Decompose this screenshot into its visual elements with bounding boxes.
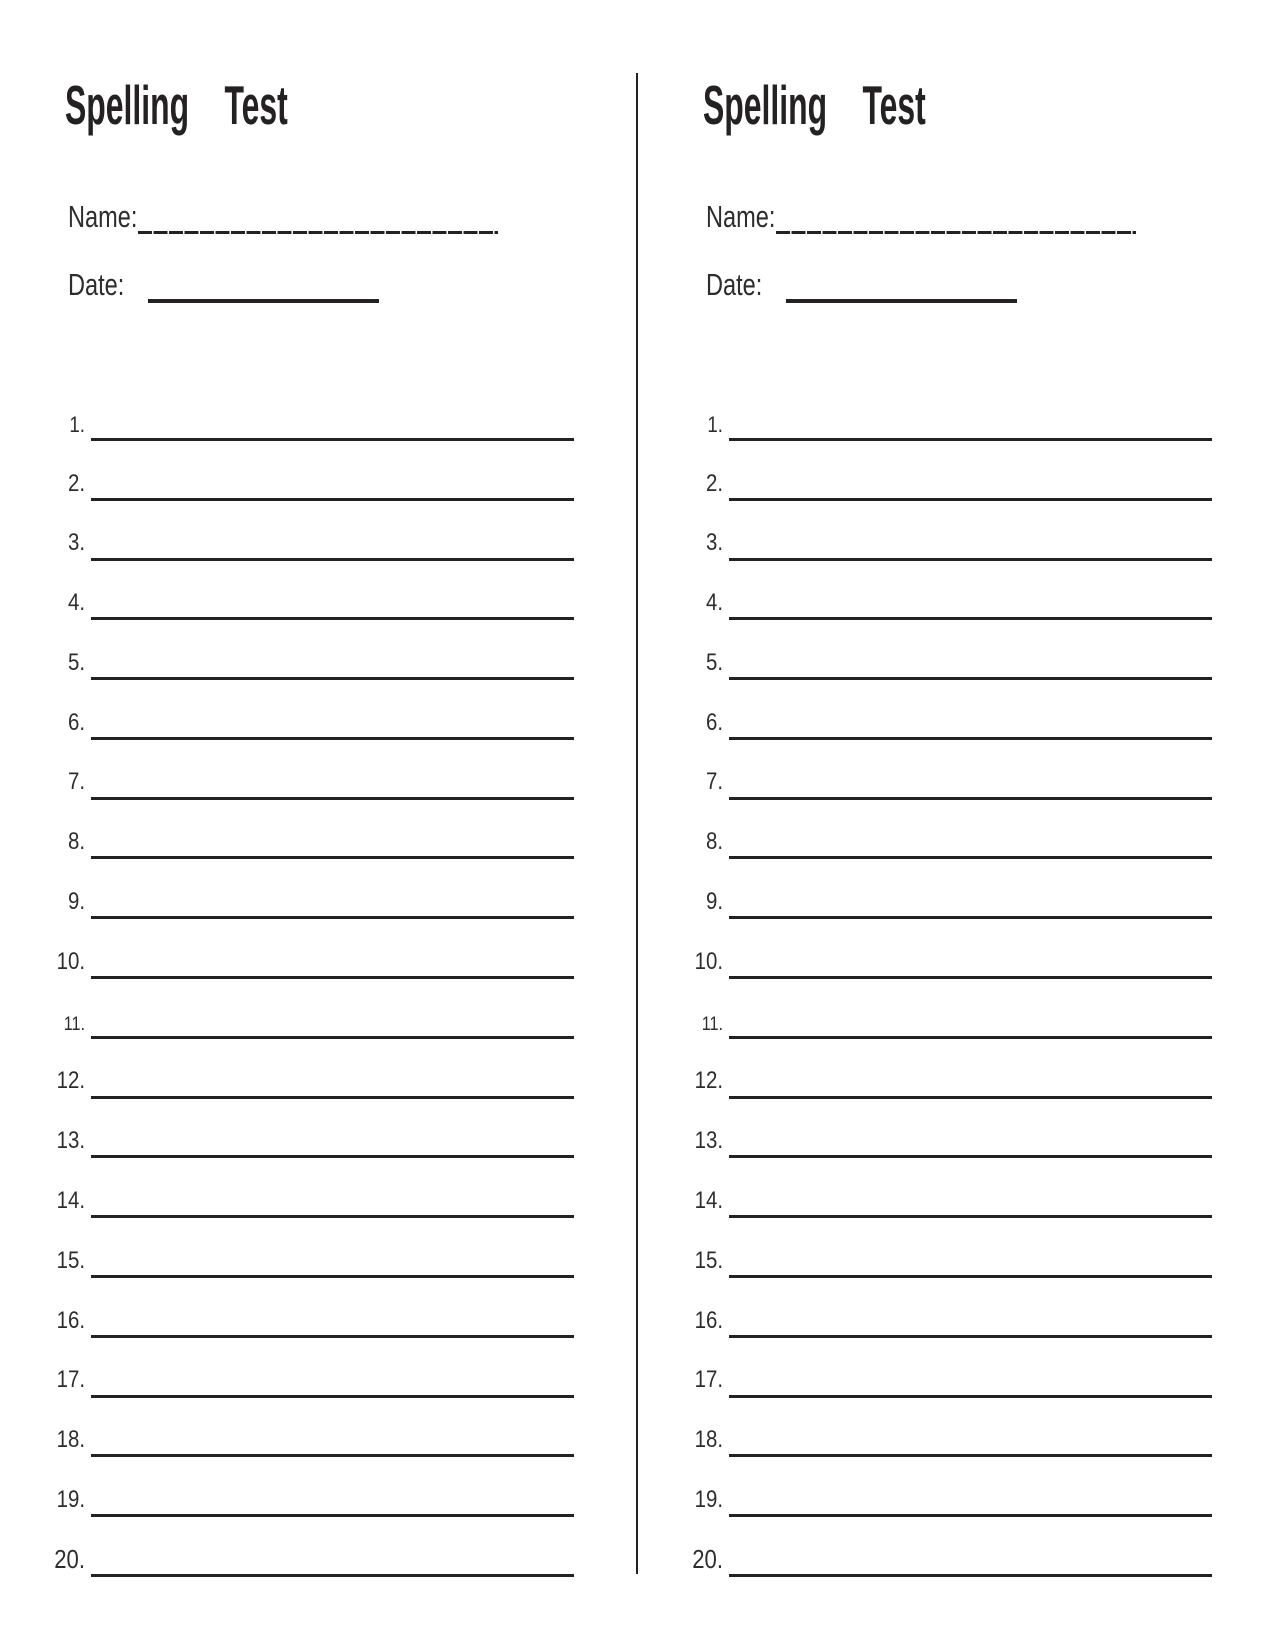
answer-row <box>0 765 637 825</box>
answer-blank-line <box>91 797 574 800</box>
row-number: 11. <box>701 1013 723 1035</box>
answer-rows-list <box>638 406 1275 1602</box>
answer-blank-line <box>729 617 1212 620</box>
answer-row <box>0 1303 637 1363</box>
answer-row <box>0 466 637 526</box>
answer-row <box>0 1482 637 1542</box>
row-number: 12. <box>56 1067 85 1095</box>
row-number: 8. <box>705 828 723 856</box>
row-number: 18. <box>694 1426 723 1454</box>
answer-row <box>638 1183 1275 1243</box>
answer-row <box>0 705 637 765</box>
answer-blank-line <box>91 856 574 859</box>
row-number: 3. <box>67 529 85 557</box>
row-number: 10. <box>56 947 85 975</box>
answer-blank-line <box>91 558 574 561</box>
answer-row <box>638 406 1275 466</box>
page-title: Spelling Test <box>703 74 926 136</box>
answer-row <box>638 1482 1275 1542</box>
answer-row <box>638 466 1275 526</box>
answer-blank-line <box>729 856 1212 859</box>
answer-blank-line <box>729 1574 1212 1577</box>
name-blank-line <box>138 231 498 234</box>
row-number: 12. <box>694 1067 723 1095</box>
row-number: 2. <box>705 469 723 497</box>
answer-blank-line <box>729 1514 1212 1517</box>
answer-row <box>638 1243 1275 1303</box>
answer-blank-line <box>91 1574 574 1577</box>
answer-blank-line <box>91 916 574 919</box>
spelling-test-column-left <box>0 0 637 1650</box>
row-number: 20. <box>692 1543 723 1574</box>
answer-blank-line <box>91 1454 574 1457</box>
row-number: 13. <box>56 1127 85 1155</box>
answer-row <box>638 1363 1275 1423</box>
answer-row <box>0 1064 637 1124</box>
answer-blank-line <box>729 558 1212 561</box>
answer-blank-line <box>91 976 574 979</box>
answer-row <box>0 1422 637 1482</box>
row-number: 11. <box>63 1013 85 1035</box>
row-number: 1. <box>707 411 723 437</box>
answer-row <box>638 585 1275 645</box>
row-number: 18. <box>56 1426 85 1454</box>
answer-row <box>638 1123 1275 1183</box>
row-number: 6. <box>705 708 723 736</box>
row-number: 6. <box>67 708 85 736</box>
row-number: 7. <box>705 768 723 796</box>
name-label: Name: <box>68 199 138 234</box>
row-number: 17. <box>56 1366 85 1394</box>
answer-row <box>0 645 637 705</box>
answer-row <box>0 1183 637 1243</box>
row-number: 3. <box>705 529 723 557</box>
row-number: 20. <box>54 1543 85 1574</box>
answer-row <box>0 884 637 944</box>
answer-row <box>0 406 637 466</box>
answer-row <box>0 1123 637 1183</box>
row-number: 14. <box>694 1186 723 1214</box>
answer-row <box>638 1303 1275 1363</box>
answer-row <box>0 585 637 645</box>
answer-blank-line <box>729 976 1212 979</box>
answer-blank-line <box>91 1275 574 1278</box>
answer-blank-line <box>729 438 1212 441</box>
answer-blank-line <box>91 1395 574 1398</box>
answer-blank-line <box>91 498 574 501</box>
date-label: Date: <box>706 267 763 302</box>
row-number: 9. <box>705 888 723 916</box>
answer-blank-line <box>91 1036 574 1039</box>
name-blank-line <box>776 231 1136 234</box>
answer-row <box>638 526 1275 586</box>
answer-blank-line <box>91 1514 574 1517</box>
answer-blank-line <box>729 498 1212 501</box>
answer-blank-line <box>91 617 574 620</box>
row-number: 1. <box>69 411 85 437</box>
answer-blank-line <box>91 737 574 740</box>
row-number: 7. <box>67 768 85 796</box>
row-number: 4. <box>67 589 85 617</box>
answer-blank-line <box>729 916 1212 919</box>
answer-row <box>0 1243 637 1303</box>
answer-row <box>638 645 1275 705</box>
answer-blank-line <box>91 1096 574 1099</box>
answer-row <box>638 1004 1275 1064</box>
name-label: Name: <box>706 199 776 234</box>
answer-blank-line <box>729 1215 1212 1218</box>
answer-row <box>0 1363 637 1423</box>
answer-blank-line <box>729 797 1212 800</box>
answer-blank-line <box>91 1215 574 1218</box>
row-number: 17. <box>694 1366 723 1394</box>
row-number: 19. <box>56 1485 85 1513</box>
answer-blank-line <box>729 1036 1212 1039</box>
answer-blank-line <box>91 1155 574 1158</box>
answer-blank-line <box>729 1454 1212 1457</box>
answer-blank-line <box>729 1395 1212 1398</box>
answer-blank-line <box>729 737 1212 740</box>
answer-row <box>638 1064 1275 1124</box>
answer-row <box>638 765 1275 825</box>
row-number: 16. <box>694 1306 723 1334</box>
answer-row <box>638 1422 1275 1482</box>
answer-blank-line <box>729 677 1212 680</box>
answer-blank-line <box>729 1275 1212 1278</box>
answer-blank-line <box>729 1335 1212 1338</box>
row-number: 15. <box>694 1246 723 1274</box>
date-blank-line <box>786 299 1017 303</box>
answer-blank-line <box>91 1335 574 1338</box>
page-title: Spelling Test <box>65 74 288 136</box>
answer-rows-list <box>0 406 637 1602</box>
answer-row <box>638 944 1275 1004</box>
answer-blank-line <box>91 677 574 680</box>
answer-blank-line <box>91 438 574 441</box>
row-number: 5. <box>705 648 723 676</box>
answer-row <box>638 705 1275 765</box>
answer-row <box>638 1542 1275 1602</box>
answer-row <box>0 944 637 1004</box>
answer-row <box>0 1004 637 1064</box>
row-number: 4. <box>705 589 723 617</box>
row-number: 16. <box>56 1306 85 1334</box>
row-number: 9. <box>67 888 85 916</box>
answer-row <box>638 884 1275 944</box>
answer-row <box>0 526 637 586</box>
spelling-test-column-right <box>638 0 1275 1650</box>
row-number: 2. <box>67 469 85 497</box>
date-blank-line <box>148 299 379 303</box>
answer-row <box>0 1542 637 1602</box>
row-number: 13. <box>694 1127 723 1155</box>
row-number: 15. <box>56 1246 85 1274</box>
answer-blank-line <box>729 1096 1212 1099</box>
row-number: 10. <box>694 947 723 975</box>
row-number: 8. <box>67 828 85 856</box>
answer-row <box>0 824 637 884</box>
row-number: 5. <box>67 648 85 676</box>
date-label: Date: <box>68 267 125 302</box>
row-number: 19. <box>694 1485 723 1513</box>
answer-blank-line <box>729 1155 1212 1158</box>
answer-row <box>638 824 1275 884</box>
row-number: 14. <box>56 1186 85 1214</box>
